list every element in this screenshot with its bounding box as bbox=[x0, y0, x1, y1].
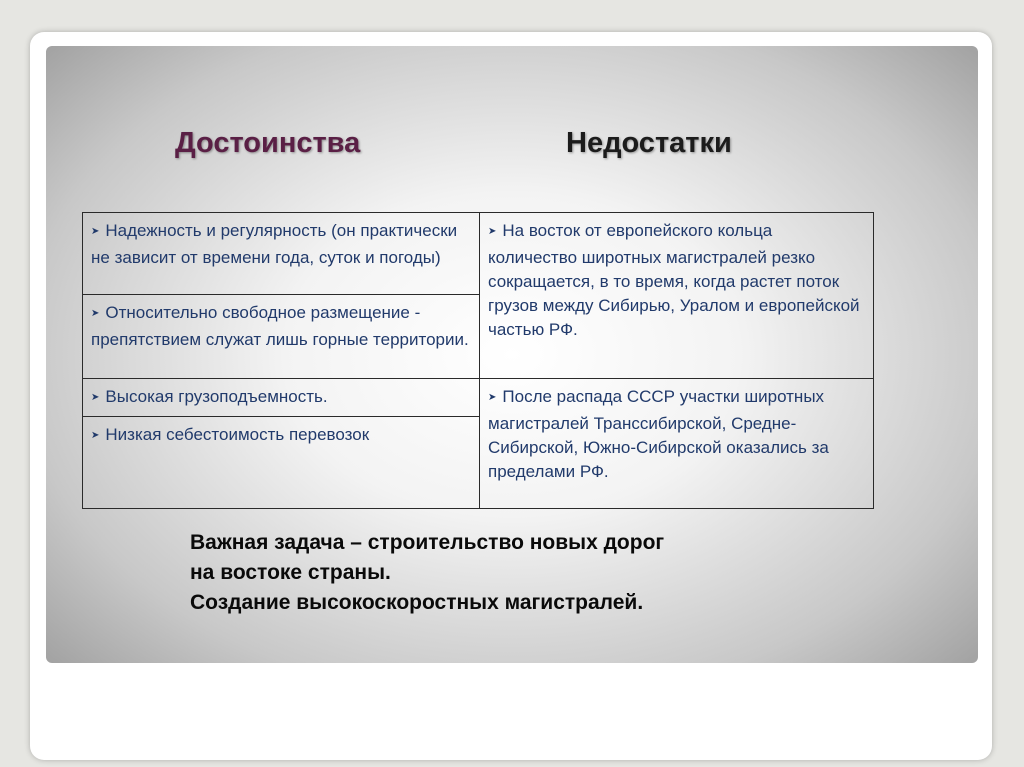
arrowhead-bullet-icon: ➤ bbox=[488, 226, 497, 237]
advantage-cell bbox=[83, 417, 480, 509]
advantage-text: Низкая себестоимость перевозок bbox=[105, 425, 370, 444]
disadvantage-cell bbox=[480, 379, 874, 509]
advantage-cell bbox=[83, 295, 480, 379]
arrowhead-bullet-icon: ➤ bbox=[91, 430, 100, 441]
disadvantages-heading: Недостатки bbox=[566, 127, 732, 159]
disadvantage-text: На восток от европейского кольца количество широтных магистралей резко сокращается, в то время, когда растет поток грузов между Сибирью, Уралом и европейской частью РФ. bbox=[488, 221, 860, 339]
arrowhead-bullet-icon: ➤ bbox=[91, 226, 100, 237]
arrowhead-bullet-icon: ➤ bbox=[91, 392, 100, 403]
note-line: Создание высокоскоростных магистралей. bbox=[190, 591, 644, 614]
note-line: Важная задача – строительство новых дорог bbox=[190, 531, 665, 554]
advantage-text: Надежность и регулярность (он практически не зависит от времени года, суток и погоды) bbox=[91, 221, 458, 267]
advantage-cell bbox=[83, 213, 480, 295]
advantage-cell bbox=[83, 379, 480, 417]
conclusion-note bbox=[190, 528, 664, 618]
arrowhead-bullet-icon: ➤ bbox=[488, 392, 497, 403]
advantages-heading: Достоинства bbox=[175, 127, 361, 159]
advantage-text: Относительно свободное размещение - препятствием служат лишь горные территории. bbox=[91, 303, 469, 349]
arrowhead-bullet-icon: ➤ bbox=[91, 308, 100, 319]
note-line: на востоке страны. bbox=[190, 561, 391, 584]
disadvantage-text: После распада СССР участки широтных магистралей Транссибирской, Средне-Сибирской, Южно-Сибирской оказались за пределами РФ. bbox=[488, 387, 829, 481]
comparison-table bbox=[82, 212, 874, 509]
advantage-text: Высокая грузоподъемность. bbox=[105, 387, 328, 406]
disadvantage-cell bbox=[480, 213, 874, 379]
